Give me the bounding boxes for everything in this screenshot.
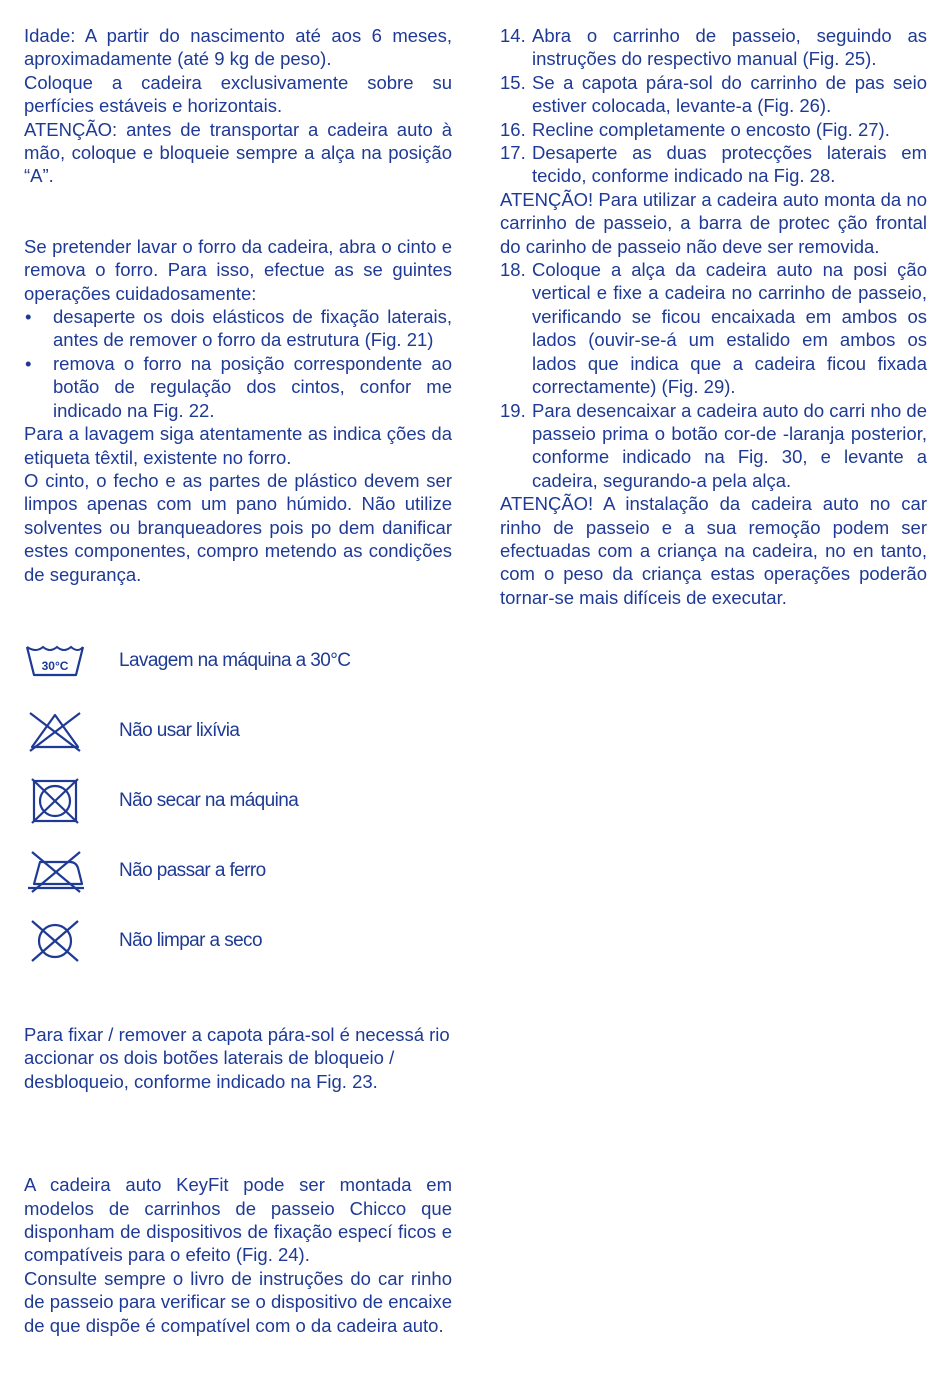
care-symbol-row [24,626,452,696]
stroller-compat-text: A cadeira auto KeyFit pode ser montada em modelos de carrinhos de passeio Chicco que disponham de dispositivos de fixação especí ficos e compatíveis para o efeito (Fig. 24). [24,1174,452,1266]
step-text: Recline completamente o encosto (Fig. 27). [532,118,890,140]
placement-text: Coloque a cadeira exclusivamente sobre su perfícies estáveis e horizontais. [24,71,452,117]
care-label: Lavagem na máquina a 30°C [119,649,351,671]
step-text: Desaperte as duas protecções laterais em tecido, conforme indicado na Fig. 28. [532,142,927,187]
left-column [24,24,452,1337]
steps-list-b [500,258,927,492]
step-number: 15. [500,71,526,93]
step-text: Coloque a alça da cadeira auto na posi ção vertical e fixe a cadeira no carrinho de passeio, verificando se ficou encaixada em ambos os lados (ouvir-se-á um estalido em ambos os lados que indica que a cadeira ficou fixada correctamente) (Fig. 29). [532,259,927,398]
handle-warning-text: ATENÇÃO: antes de transportar a cadeira auto à mão, coloque e bloqueie sempre a alça na posição “A”. [24,118,452,187]
step-number: 14. [500,25,526,46]
care-label: Não limpar a seco [119,929,262,951]
list-item [500,399,927,493]
wash-intro-text: Se pretender lavar o forro da cadeira, abra o cinto e remova o forro. Para isso, efectue as se guintes operações cuidadosamente: [24,235,452,304]
care-symbols-list [24,626,452,976]
list-item [500,71,927,118]
care-symbol-row [24,766,452,836]
no-dry-clean-icon [24,906,119,976]
wash-label-text: Para a lavagem siga atentamente as indica ções da etiqueta têxtil, existente no forro. [24,423,452,468]
warning-text: ATENÇÃO! A instalação da cadeira auto no car rinho de passeio e a sua remoção podem ser efectuadas com a criança na cadeira, no en tanto, com o peso da criança estas operações poderão tornar-se mais difíceis de executar. [500,493,927,608]
step-text: Para desencaixar a cadeira auto do carri nho de passeio prima o botão cor-de -laranja posterior, conforme indicado na Fig. 30, e levante a cadeira, segurando-a pela alça. [532,399,927,491]
list-item [500,141,927,188]
steps-list-a [500,24,927,188]
list-item [500,258,927,398]
age-text: Idade: A partir do nascimento até aos 6 meses, aproximadamente (até 9 kg de peso). [24,25,452,70]
wash-30c-icon [24,626,119,696]
cleaning-text: O cinto, o fecho e as partes de plástico devem ser limpos apenas com um pano húmido. Não utilize solventes ou branqueadores pois po dem danificar estes componentes, compro metendo as condições de segurança. [24,469,452,585]
care-symbol-row [24,906,452,976]
step-text: Se a capota pára-sol do carrinho de pas seio estiver colocada, levante-a (Fig. 26). [532,71,927,117]
care-label: Não secar na máquina [119,789,299,811]
stroller-manual-text: Consulte sempre o livro de instruções do car rinho de passeio para verificar se o dispositivo de encaixe de que dispõe é compatível com o da cadeira auto. [24,1267,452,1336]
care-symbol-row [24,696,452,766]
step-number: 17. [500,142,526,164]
no-iron-icon [24,836,119,906]
right-column [500,24,927,609]
list-item [24,352,452,422]
step-number: 16. [500,118,526,140]
list-item [500,118,927,141]
warning-text: ATENÇÃO! Para utilizar a cadeira auto monta da no carrinho de passeio, a barra de protec ção frontal do carinho de passeio não deve ser removida. [500,188,927,257]
canopy-text: Para fixar / remover a capota pára-sol é necessá rio accionar os dois botões laterais de bloqueio / desbloqueio, conforme indicado na Fig. 23. [24,1023,450,1092]
list-item-text: remova o forro na posição correspondente ao botão de regulação dos cintos, confor me indicado na Fig. 22. [53,352,452,421]
list-item-text: desaperte os dois elásticos de fixação laterais, antes de remover o forro da estrutura (Fig. 21) [53,306,452,351]
bullet-mark: • [25,352,32,374]
care-label: Não usar lixívia [119,719,240,741]
wash-steps-list [24,305,452,422]
list-item [24,305,452,352]
bullet-mark: • [25,306,32,328]
list-item [500,24,927,71]
step-number: 19. [500,399,526,421]
svg-text:30°C: 30°C [41,658,69,673]
no-tumble-dry-icon [24,766,119,836]
step-number: 18. [500,259,526,281]
no-bleach-icon [24,696,119,766]
care-label: Não passar a ferro [119,859,266,881]
care-symbol-row [24,836,452,906]
step-text: Abra o carrinho de passeio, seguindo as instruções do respectivo manual (Fig. 25). [532,25,927,70]
